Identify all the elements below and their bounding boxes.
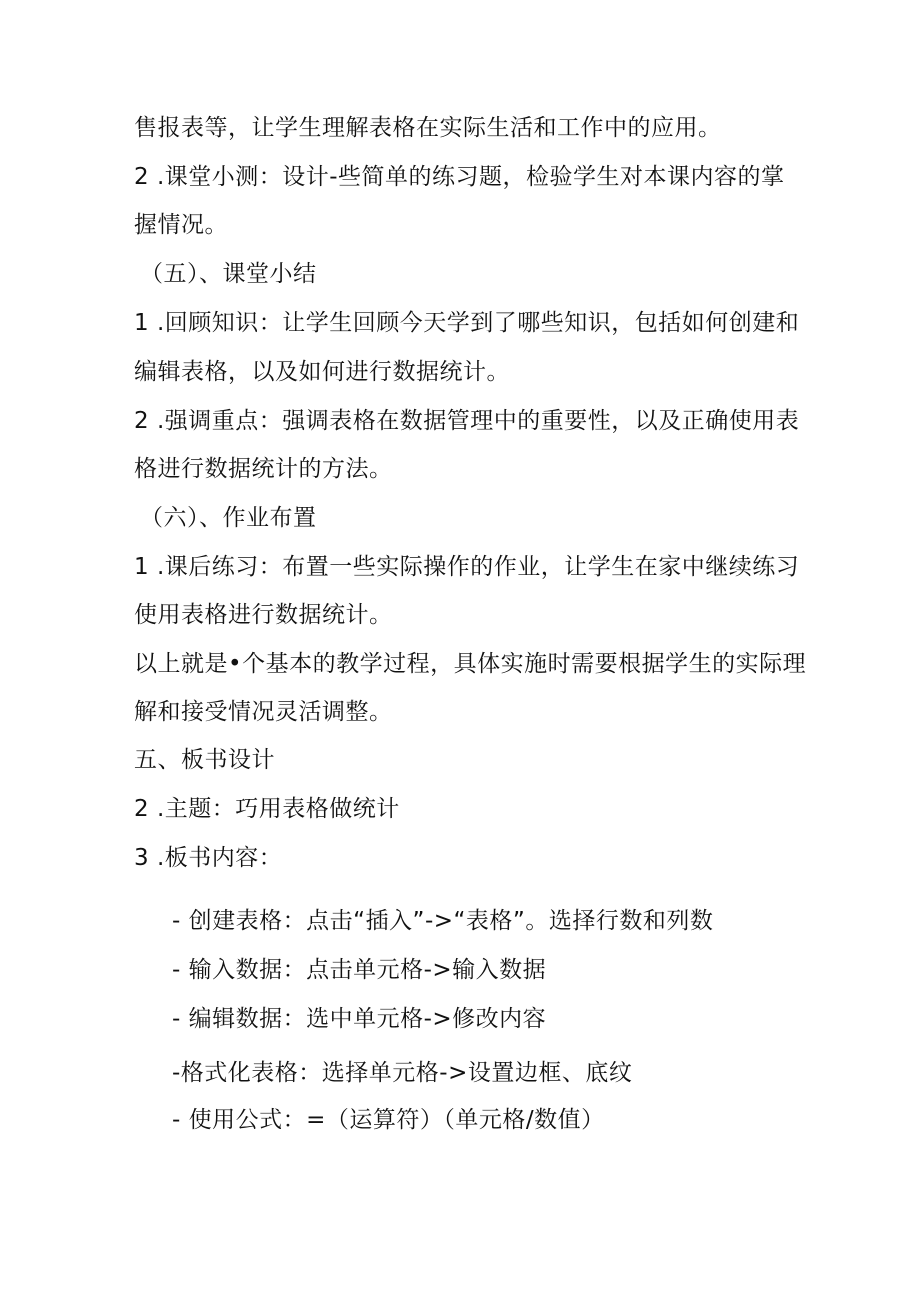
text-line: 使用表格进行数据统计。 <box>134 602 393 628</box>
board-item: - 创建表格：点击“插入”->“表格”。选择行数和列数 <box>172 908 714 934</box>
text-line: 1 .回顾知识：让学生回顾今天学到了哪些知识，包括如何创建和 <box>134 310 800 336</box>
text-line: 售报表等，让学生理解表格在实际生活和工作中的应用。 <box>134 115 722 141</box>
board-item: -格式化表格：选择单元格->设置边框、底纹 <box>172 1060 633 1086</box>
text-line: 2 .课堂小测：设计-些简单的练习题，检验学生对本课内容的掌 <box>134 164 785 190</box>
text-line: 2 .主题：巧用表格做统计 <box>134 796 400 822</box>
board-item: - 使用公式：=（运算符）（单元格/数值） <box>172 1107 605 1133</box>
board-item: - 编辑数据：选中单元格->修改内容 <box>172 1006 547 1032</box>
text-line: 3 .板书内容： <box>134 845 283 871</box>
text-line: 2 .强调重点：强调表格在数据管理中的重要性，以及正确使用表 <box>134 408 800 434</box>
section-heading: （五）、课堂小结 <box>140 261 317 287</box>
text-line: 1 .课后练习：布置一些实际操作的作业，让学生在家中继续练习 <box>134 554 800 580</box>
text-line: 握情况。 <box>134 212 228 238</box>
section-heading: 五、板书设计 <box>134 747 275 773</box>
text-line: 格进行数据统计的方法。 <box>134 456 393 482</box>
text-line: 以上就是•个基本的教学过程，具体实施时需要根据学生的实际理 <box>134 651 807 677</box>
text-line: 解和接受情况灵活调整。 <box>134 699 393 725</box>
board-item: - 输入数据：点击单元格->输入数据 <box>172 957 547 983</box>
text-line: 编辑表格，以及如何进行数据统计。 <box>134 359 510 385</box>
section-heading: （六）、作业布置 <box>140 505 317 531</box>
